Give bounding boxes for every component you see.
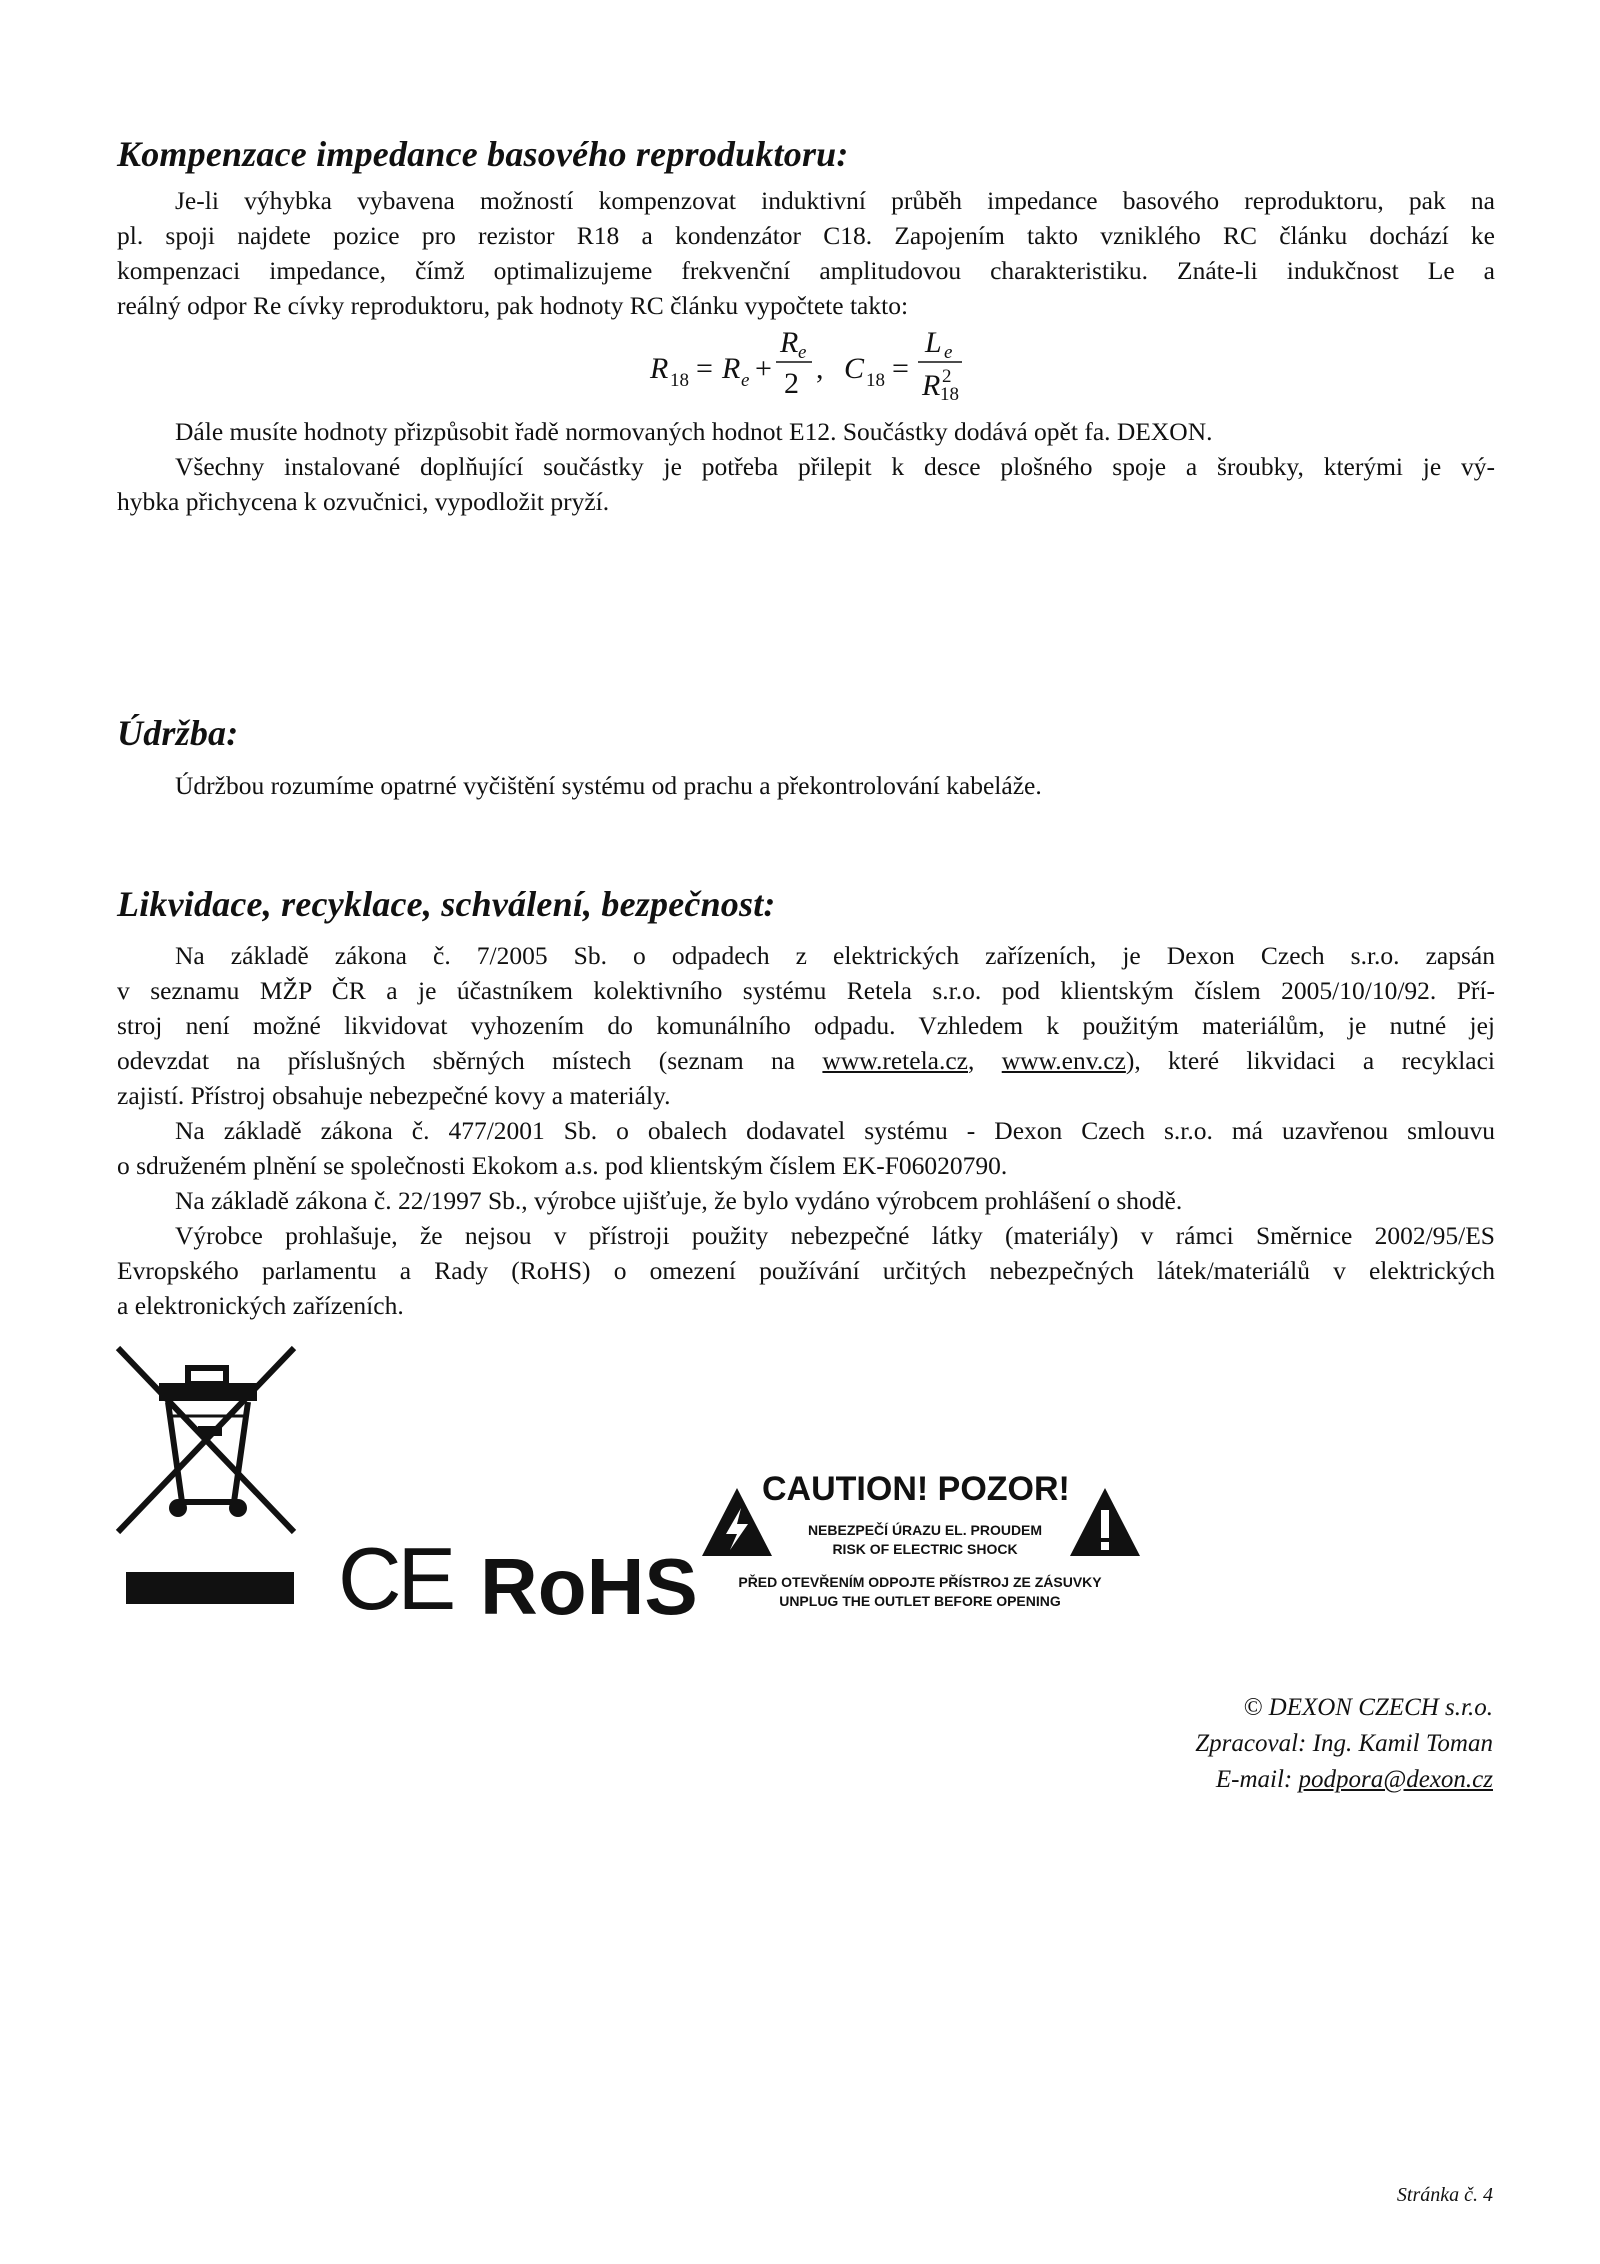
formula-r18-sub: 18 (670, 370, 689, 391)
formula-den-2: 2 (784, 367, 799, 400)
text-line: a elektronických zařízeních. (117, 1291, 404, 1320)
text-line: pl. spoji najdete pozice pro rezistor R18 a kondenzátor C18. Zapojením takto vzniklého RC článku dochází ke (117, 221, 1495, 250)
text-line: Evropského parlamentu a Rady (RoHS) o omezení používání určitých nebezpečných látek/materiálů v elektrických (117, 1256, 1495, 1285)
formula-plus: + (755, 352, 772, 385)
ce-mark: CE (338, 1529, 453, 1628)
text-line: v seznamu MŽP ČR a je účastníkem kolektivního systému Retela s.r.o. pod klientským číslem 2005/10/10/92. Pří- (117, 976, 1495, 1005)
formula-den-r-sup: 2 (942, 366, 952, 387)
text-line: Na základě zákona č. 22/1997 Sb., výrobce ujišťuje, že bylo vydáno výrobcem prohlášení o shodě. (175, 1186, 1183, 1215)
text-fragment: ), které likvidaci a recyklaci (1125, 1046, 1495, 1075)
text-line: reálný odpor Re cívky reproduktoru, pak hodnoty RC článku vypočtete takto: (117, 291, 909, 320)
text-line: Všechny instalované doplňující součástky je potřeba přilepit k desce plošného spoje a šroubky, kterými je vý- (175, 452, 1495, 481)
formula-re-sub: e (741, 370, 750, 391)
signature-block (1195, 1690, 1493, 1798)
formula-comma: , (816, 352, 824, 385)
weee-bin-icon (112, 1340, 302, 1620)
formula-eq2: = (892, 352, 909, 385)
page-number: Stránka č. 4 (1396, 2184, 1493, 2206)
text-line: Na základě zákona č. 477/2001 Sb. o obalech dodavatel systému - Dexon Czech s.r.o. má uzavřenou smlouvu (175, 1116, 1495, 1145)
text-line: Dále musíte hodnoty přizpůsobit řadě normovaných hodnot E12. Součástky dodává opět fa. DEXON. (175, 417, 1213, 446)
formula-c18-sub: 18 (866, 370, 885, 391)
formula-num-re: R (780, 326, 799, 359)
caution-line-4: UNPLUG THE OUTLET BEFORE OPENING (779, 1593, 1061, 1609)
signature-email-row (1195, 1762, 1493, 1798)
signature-author: Zpracoval: Ing. Kamil Toman (1195, 1730, 1493, 1757)
text-line: hybka přichycena k ozvučnici, vypodložit pryží. (117, 487, 610, 516)
rohs-mark: RoHS (480, 1542, 698, 1631)
text-line: zajistí. Přístroj obsahuje nebezpečné kovy a materiály. (117, 1081, 671, 1110)
formula-den-r-sub: 18 (940, 384, 959, 405)
text-line-links (117, 1043, 1495, 1078)
caution-title: CAUTION! POZOR! (762, 1470, 1070, 1508)
text-fragment: odevzdat na příslušných sběrných místech (seznam na (117, 1046, 823, 1075)
text-line: Výrobce prohlašuje, že nejsou v přístroji použity nebezpečné látky (materiály) v rámci Směrnice 2002/95/ES (175, 1221, 1495, 1250)
text-line: Je-li výhybka vybavena možností kompenzovat induktivní průběh impedance basového reproduktoru, pak na (175, 186, 1495, 215)
formula-r18: R (650, 352, 669, 385)
signature-company: © DEXON CZECH s.r.o. (1243, 1694, 1493, 1721)
text-fragment: , (968, 1046, 1002, 1075)
udrzba-text (117, 768, 1495, 803)
text-line: kompenzaci impedance, čímž optimalizujeme frekvenční amplitudovou charakteristiku. Znáte-li indukčnost Le a (117, 256, 1495, 285)
caution-line-3: PŘED OTEVŘENÍM ODPOJTE PŘÍSTROJ ZE ZÁSUVKY (738, 1574, 1102, 1590)
warning-exclamation-icon (1068, 1486, 1142, 1558)
formula-c18: C (844, 352, 865, 385)
caution-line-2: RISK OF ELECTRIC SHOCK (832, 1541, 1018, 1557)
caution-line-1: NEBEZPEČÍ ÚRAZU EL. PROUDEM (807, 1522, 1043, 1538)
link-retela[interactable]: www.retela.cz (822, 1046, 968, 1075)
section-title-kompenzace: Kompenzace impedance basového reproduktoru: (117, 134, 849, 174)
kompenzace-intro (117, 183, 1495, 323)
section-title-udrzba: Údržba: (117, 713, 239, 753)
signature-email-label: E-mail: (1215, 1766, 1299, 1793)
formula-le-sub: e (944, 342, 953, 363)
formula-eq1: = (696, 352, 713, 385)
text-line: Údržbou rozumíme opatrné vyčištění systému od prachu a překontrolování kabeláže. (175, 771, 1042, 800)
formula-le: L (925, 326, 942, 359)
formula-re: R (722, 352, 741, 385)
text-line: stroj není možné likvidovat vyhozením do komunálního odpadu. Vzhledem k použitým materiálům, je nutné jej (117, 1011, 1495, 1040)
section-title-likvidace: Likvidace, recyklace, schválení, bezpečnost: (117, 884, 776, 924)
signature-email-link[interactable]: podpora@dexon.cz (1298, 1766, 1493, 1793)
caution-label (700, 1466, 1140, 1616)
link-env[interactable]: www.env.cz (1001, 1046, 1126, 1075)
kompenzace-e12 (117, 414, 1495, 519)
formula-den-r: R (922, 369, 941, 402)
text-line: o sdruženém plnění se společnosti Ekokom a.s. pod klientským číslem EK-F06020790. (117, 1151, 1008, 1180)
formula-num-re-sub: e (798, 342, 807, 363)
text-line: Na základě zákona č. 7/2005 Sb. o odpadech z elektrických zařízeních, je Dexon Czech s.r.o. zapsán (175, 941, 1495, 970)
likvidace-text (117, 938, 1495, 1323)
